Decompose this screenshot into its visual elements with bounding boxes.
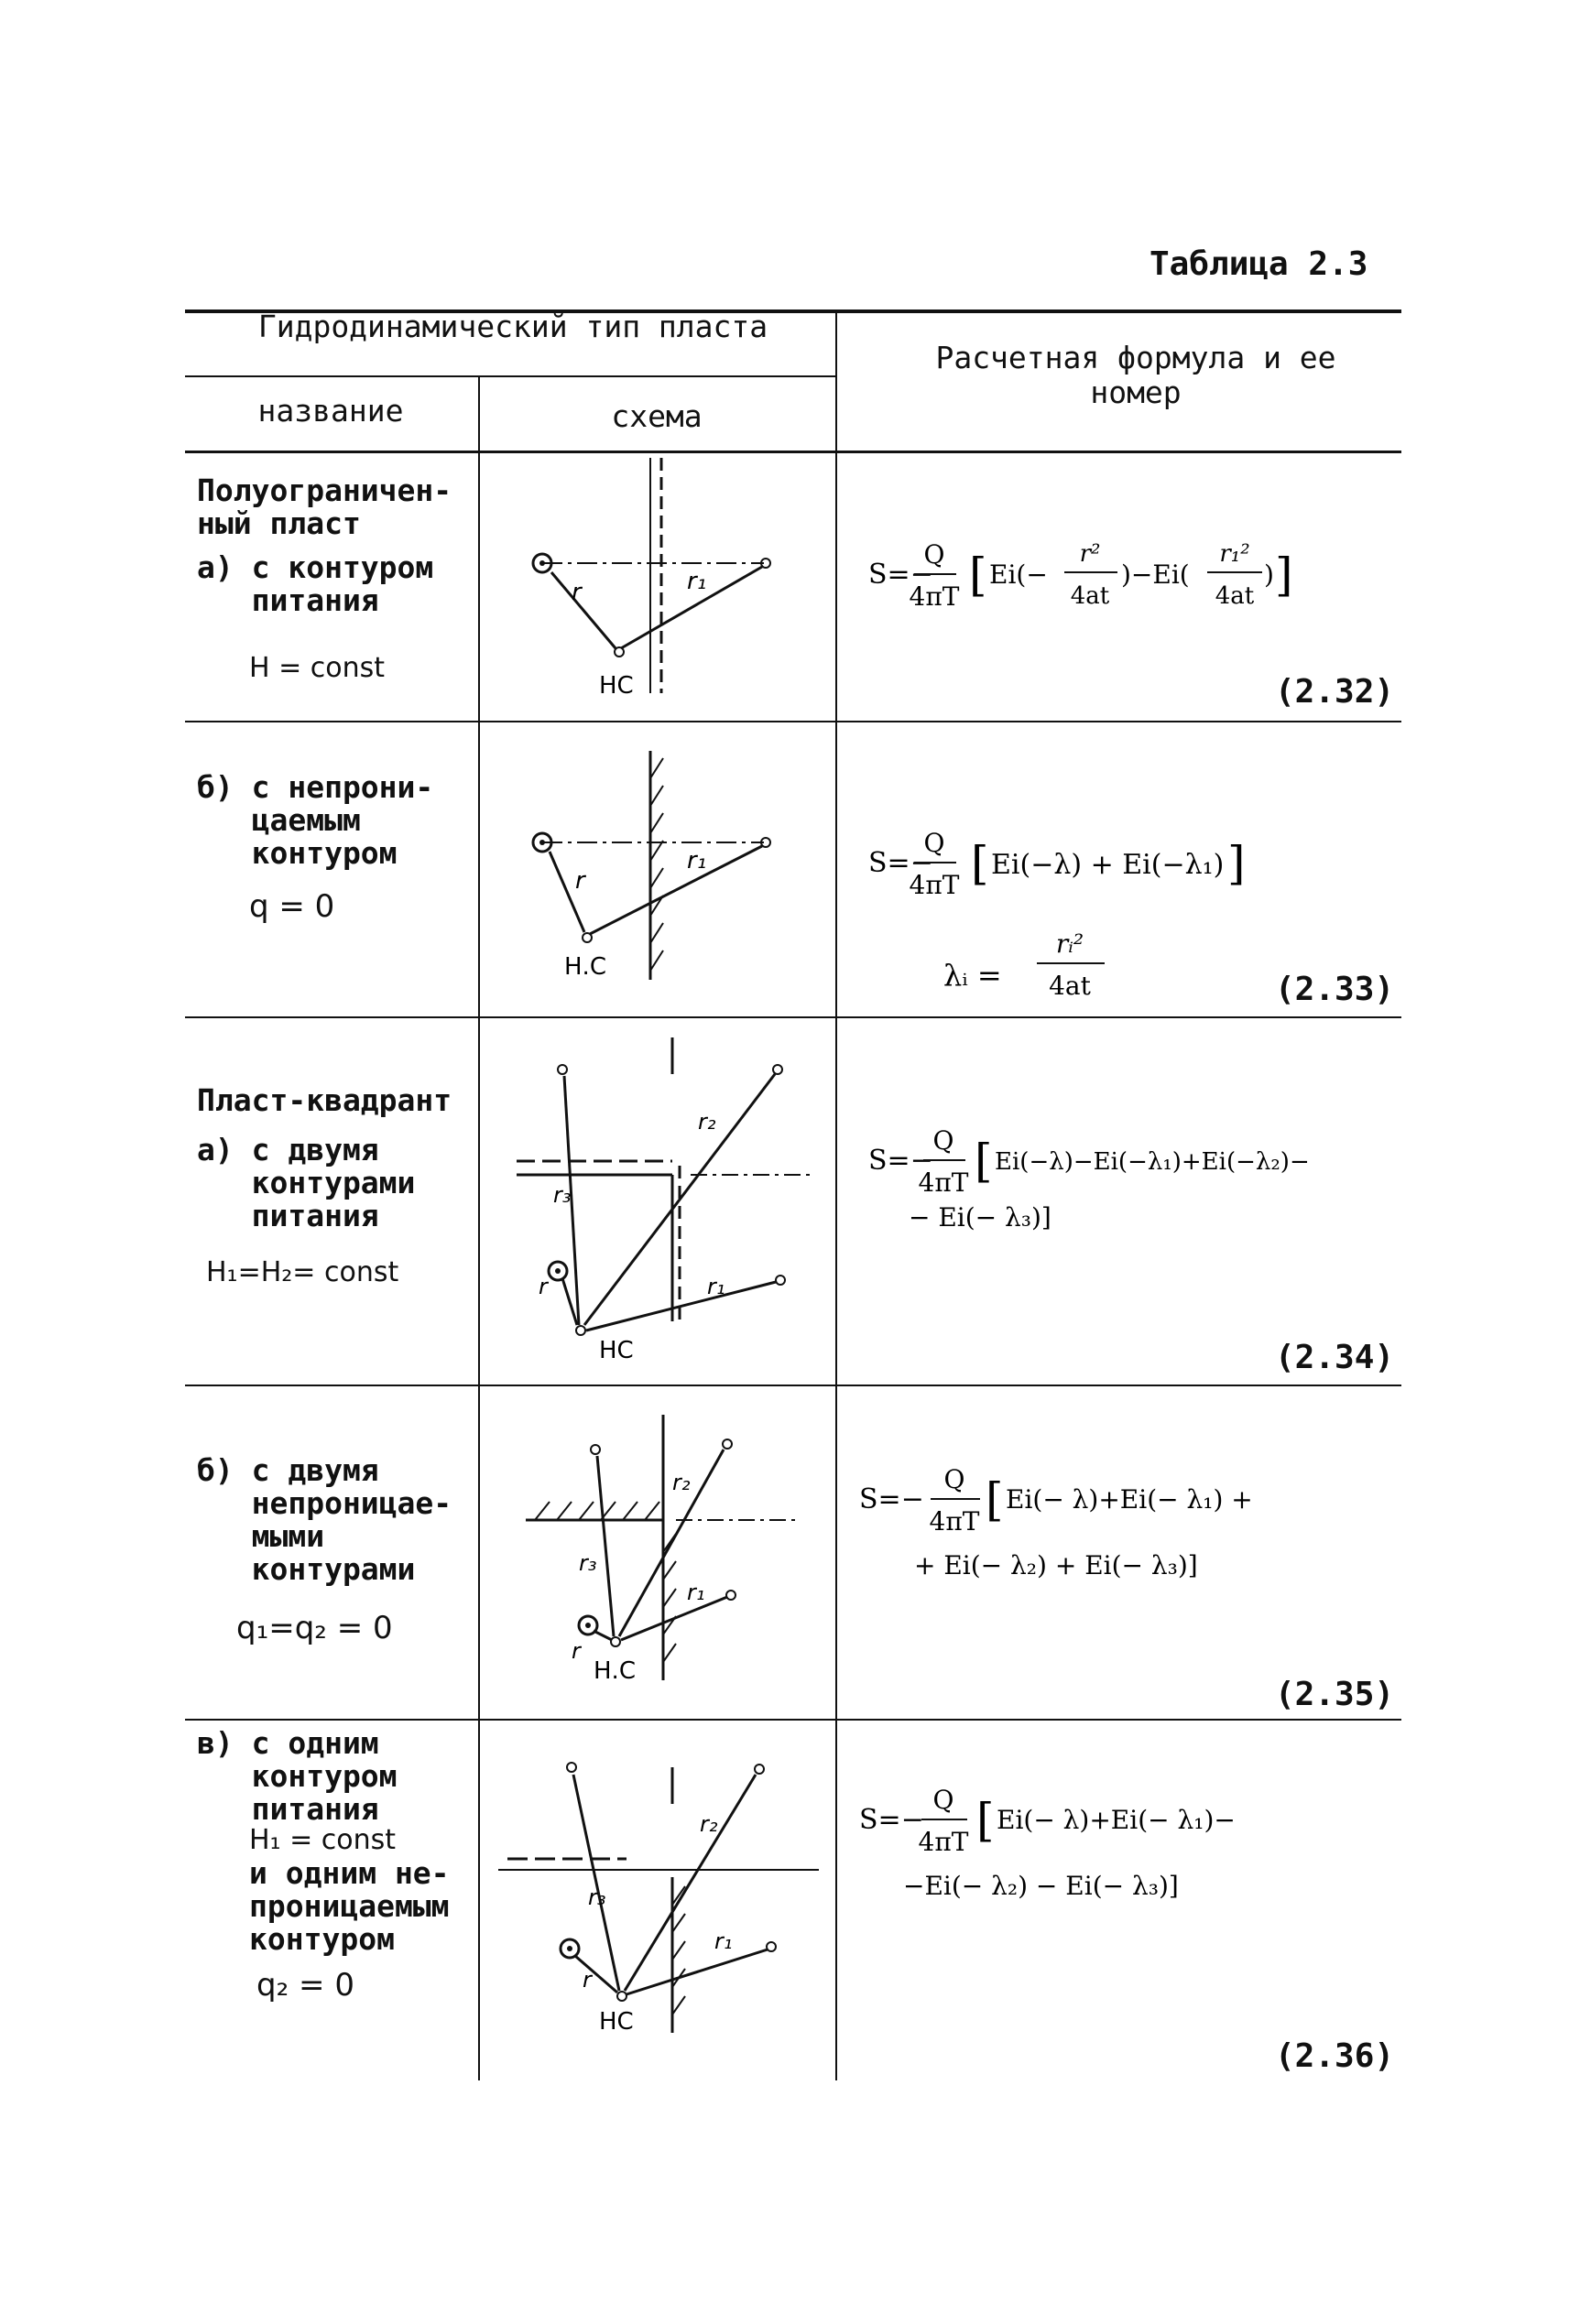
svg-text:r₁: r₁ [687, 568, 707, 595]
disturbing-well-icon [583, 933, 592, 942]
svg-text:Ei(− λ)+Ei(− λ₁) +: Ei(− λ)+Ei(− λ₁) + [1006, 1484, 1253, 1515]
svg-text:): ) [1264, 559, 1274, 590]
svg-text:S=−: S=− [859, 1804, 924, 1836]
svg-text:[: [ [976, 1794, 995, 1847]
svg-text:+ Ei(− λ₂) + Ei(− λ₃)]: + Ei(− λ₂) + Ei(− λ₃)] [914, 1550, 1198, 1580]
svg-text:− Ei(− λ₃)]: − Ei(− λ₃)] [909, 1202, 1051, 1233]
row5-name: в) с одним контуром питания [197, 1725, 398, 1827]
svg-text:4πT: 4πT [909, 870, 960, 900]
svg-text:Ei(−λ)−Ei(−λ₁)+Ei(−λ₂)−: Ei(−λ)−Ei(−λ₁)+Ei(−λ₂)− [995, 1148, 1310, 1176]
svg-text:S=−: S=− [868, 847, 933, 879]
header-schema-column: схема [611, 398, 703, 434]
header-type-group: Гидродинамический тип пласта [257, 309, 768, 344]
svg-text:4πT: 4πT [918, 1827, 969, 1857]
row5-formula [852, 1772, 1383, 1909]
svg-text:]: ] [1227, 837, 1246, 890]
svg-text:Q: Q [932, 1125, 954, 1156]
column-divider-2 [835, 311, 837, 2080]
svg-text:[: [ [986, 1473, 1004, 1526]
svg-text:r₂: r₂ [698, 1109, 716, 1135]
svg-text:4πT: 4πT [918, 1167, 969, 1198]
row3-well-label: НС [599, 1337, 634, 1364]
svg-text:4πT: 4πT [929, 1506, 980, 1537]
svg-text:]: ] [1275, 548, 1293, 602]
row4-condition: q₁=q₂ = 0 [236, 1610, 393, 1646]
header-sub-rule [185, 375, 835, 377]
row3-equation-number: (2.34) [1275, 1339, 1395, 1376]
svg-text:[: [ [971, 837, 989, 890]
svg-text:r²: r² [1079, 540, 1101, 568]
svg-text:S=−: S=− [868, 559, 933, 591]
row3-group-title: Пласт-квадрант [197, 1082, 452, 1118]
row4-name: б) с двумя непроницае- мыми контурами [197, 1452, 452, 1587]
svg-text:S=−: S=− [859, 1483, 924, 1515]
svg-text:r: r [583, 1967, 592, 1993]
svg-text:Q: Q [923, 828, 945, 858]
row3-schema [480, 1019, 835, 1384]
table-caption: Таблица 2.3 [1150, 245, 1368, 283]
svg-text:rᵢ²: rᵢ² [1055, 929, 1084, 959]
svg-text:r₃: r₃ [588, 1884, 606, 1910]
disturbing-well-icon [576, 1326, 585, 1335]
svg-text:Q: Q [923, 539, 945, 570]
row5-schema [480, 1721, 835, 2080]
svg-text:4at: 4at [1070, 582, 1110, 610]
row1-well-label: НС [599, 672, 634, 700]
svg-text:r: r [572, 579, 582, 606]
row1-schema [480, 453, 835, 721]
disturbing-well-icon [611, 1637, 620, 1646]
row2-well-label: Н.С [564, 953, 606, 981]
svg-text:Ei(− λ)+Ei(− λ₁)−: Ei(− λ)+Ei(− λ₁)− [997, 1805, 1236, 1835]
svg-text:4πT: 4πT [909, 581, 960, 612]
svg-text:r₁: r₁ [687, 1580, 705, 1605]
row2-condition: q = 0 [249, 888, 335, 925]
row3-condition: H₁=H₂= const [206, 1256, 399, 1288]
header-formula-column: Расчетная формула и ее номер [935, 340, 1336, 410]
row4-well-label: Н.С [594, 1657, 636, 1685]
svg-text:Q: Q [943, 1464, 965, 1494]
row-divider-4 [185, 1719, 1401, 1721]
row4-schema [480, 1387, 835, 1719]
row3-formula [861, 1113, 1392, 1250]
svg-text:r₂: r₂ [700, 1811, 718, 1837]
row3-name: а) с двумя контурами питания [197, 1132, 416, 1233]
svg-text:r₁: r₁ [714, 1928, 733, 1954]
svg-text:r₂: r₂ [672, 1470, 691, 1495]
row-divider-2 [185, 1016, 1401, 1018]
svg-text:4at: 4at [1215, 582, 1255, 610]
svg-text:r: r [572, 1638, 581, 1664]
svg-text:r₁: r₁ [707, 1274, 725, 1299]
row1-condition: H = const [249, 652, 386, 684]
row-divider-1 [185, 721, 1401, 722]
row5-name-extra: и одним не- проницаемым контуром [249, 1855, 450, 1957]
row2-schema [480, 723, 835, 1016]
disturbing-well-icon [615, 647, 624, 657]
svg-text:r: r [575, 867, 585, 895]
row5-condition: H₁ = const [249, 1824, 397, 1856]
svg-text:r₁²: r₁² [1219, 540, 1250, 568]
svg-text:Ei(−λ) + Ei(−λ₁): Ei(−λ) + Ei(−λ₁) [991, 849, 1225, 881]
svg-text:r₁: r₁ [687, 847, 707, 874]
row1-group-title: Полуограничен- ный пласт [197, 472, 452, 541]
svg-text:S=−: S=− [868, 1145, 933, 1177]
svg-text:Q: Q [932, 1785, 954, 1815]
svg-text:[: [ [969, 548, 987, 602]
row2-name: б) с непрони- цаемым контуром [197, 769, 434, 871]
row-divider-3 [185, 1385, 1401, 1386]
svg-text:4at: 4at [1049, 971, 1091, 1001]
row2-equation-number: (2.33) [1275, 971, 1395, 1008]
row5-equation-number: (2.36) [1275, 2037, 1395, 2075]
row4-formula [852, 1451, 1383, 1589]
disturbing-well-icon [617, 1992, 627, 2001]
svg-text:)−Ei(: )−Ei( [1121, 559, 1190, 590]
svg-text:[: [ [975, 1135, 993, 1188]
row1-name: а) с контуром питания [197, 549, 434, 618]
svg-text:λᵢ =: λᵢ = [943, 958, 1002, 993]
row5-well-label: НС [599, 2008, 634, 2036]
row1-formula [861, 527, 1374, 627]
svg-text:r: r [539, 1274, 548, 1299]
row4-equation-number: (2.35) [1275, 1676, 1395, 1713]
svg-text:Ei(−: Ei(− [989, 559, 1048, 590]
header-name-column: название [257, 393, 404, 429]
row1-equation-number: (2.32) [1275, 673, 1395, 711]
svg-text:r₃: r₃ [579, 1550, 597, 1576]
svg-text:r₃: r₃ [553, 1182, 572, 1208]
row5-condition2: q₂ = 0 [256, 1967, 354, 2004]
svg-text:−Ei(− λ₂) − Ei(− λ₃)]: −Ei(− λ₂) − Ei(− λ₃)] [903, 1871, 1179, 1901]
